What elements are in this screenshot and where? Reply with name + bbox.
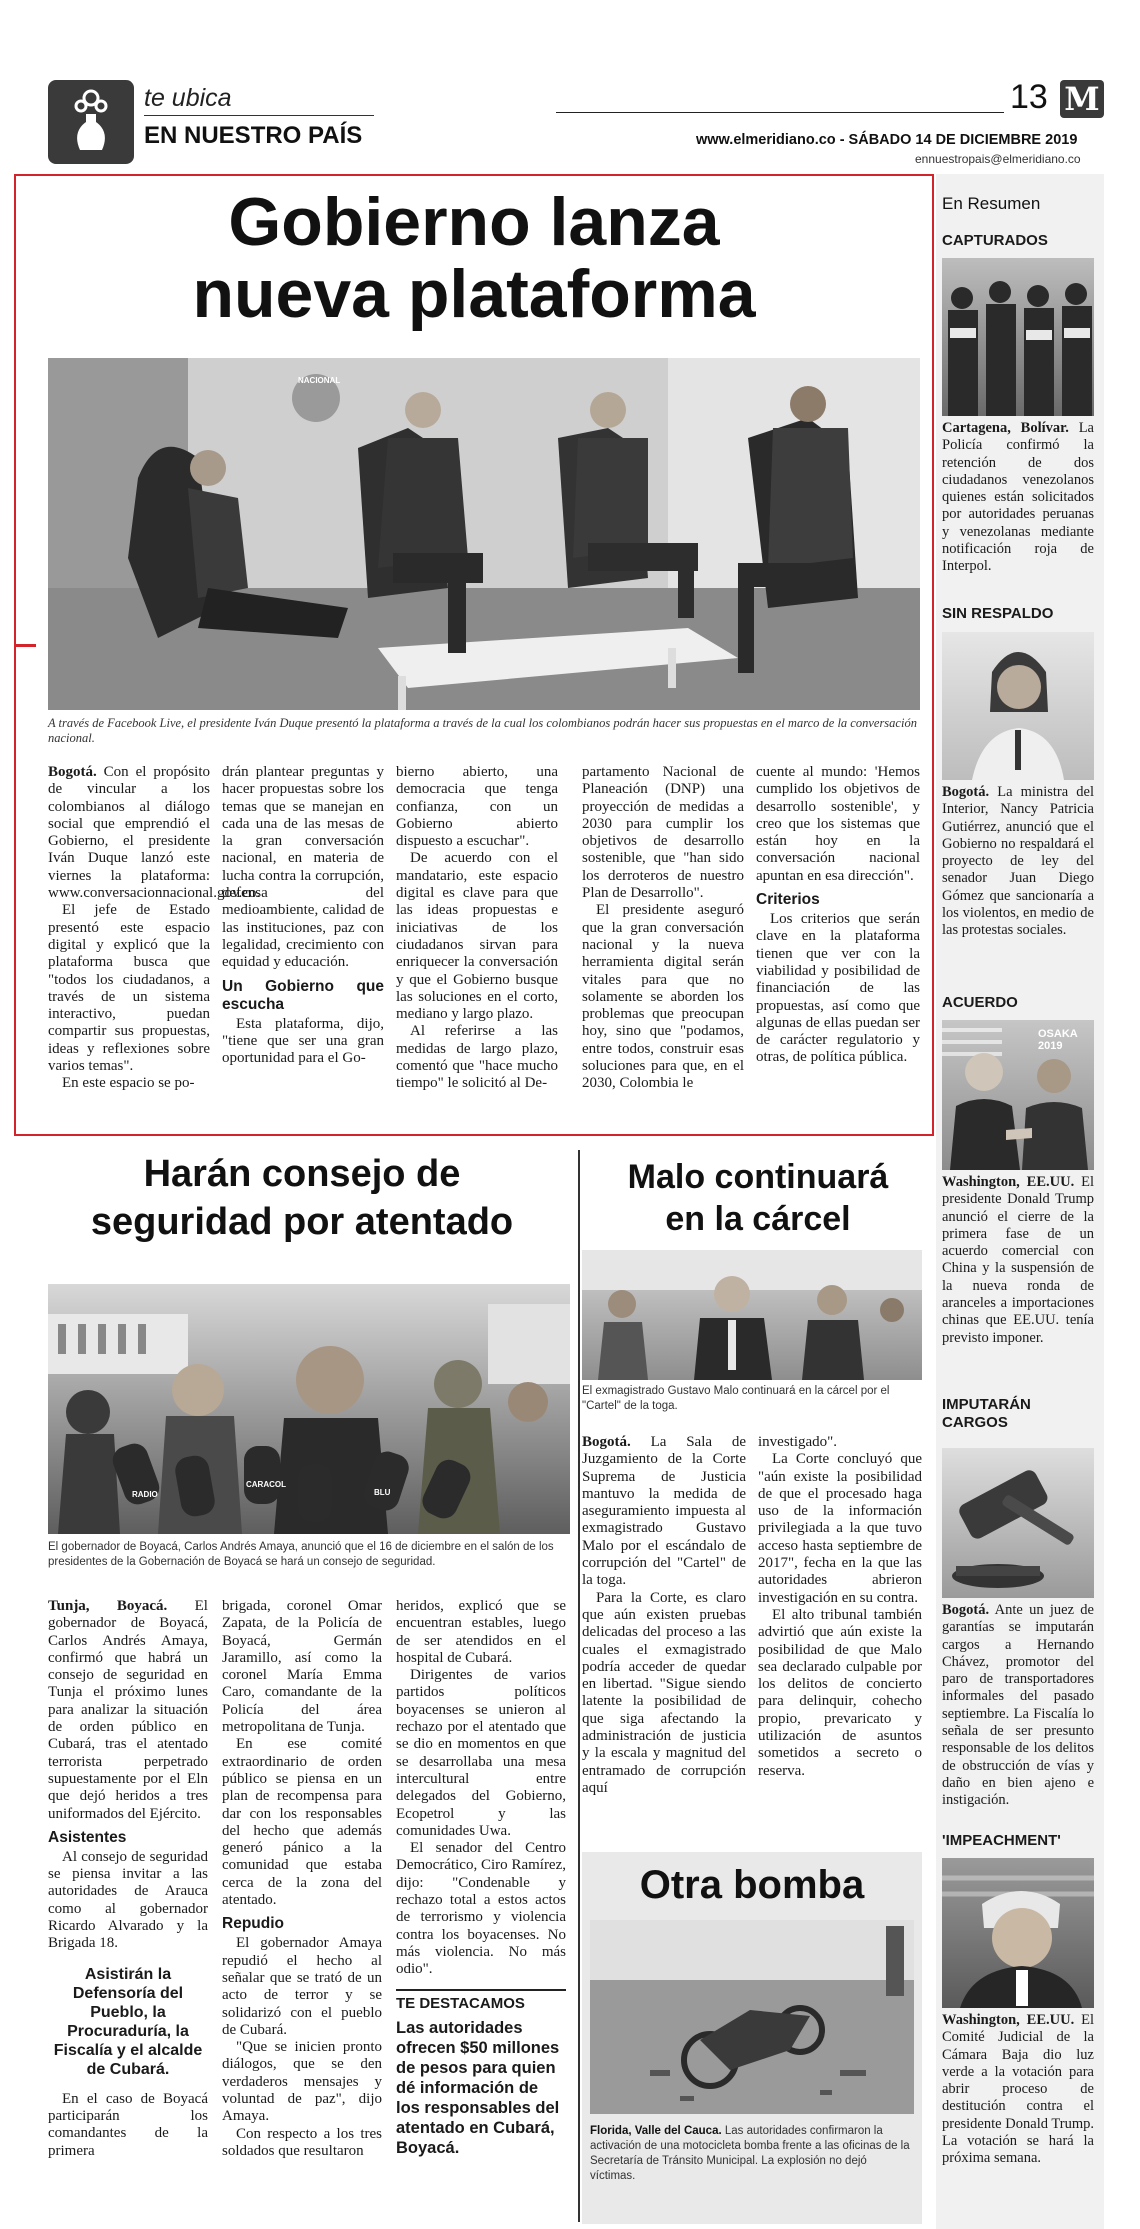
malo-headline-line1: Malo continuará <box>627 1158 889 1196</box>
sidebar-text-1: Cartagena, Bolívar. La Policía confirmó la retención de dos ciudadanos venezolanos quienes están solicitados por autoridades peruanas y venezolanas mediante notificación roja de Interpol. <box>942 420 1094 575</box>
highlight-head: TE DESTACAMOS <box>396 1994 525 2012</box>
lead-col1-p1: Con el propósito de vincular a los colombianos al diálogo social que emprendió el Gobierno, el presidente Iván Duque lanzó este viernes la plataforma: www.conversacionnacional.gov.co. <box>48 764 261 902</box>
malo-dateline: Bogotá. <box>582 1434 631 1450</box>
section-logo-box <box>48 80 134 164</box>
frame-tick <box>14 644 36 647</box>
lead-headline <box>20 186 928 330</box>
security-col3-p1: heridos, explicó que se encuentran estables, luego de ser atendidos en el hospital de Cubará. <box>396 1598 566 1666</box>
sidebar-text-3: Washington, EE.UU. El presidente Donald Trump anunció el cierre de la primera fase de un acuerdo comercial con China y la suspensión de la nueva ronda de aranceles a importaciones chinas que EE.UU. tenía previsto imponer. <box>942 1174 1094 1346</box>
sidebar-head-1: CAPTURADOS <box>942 232 1048 249</box>
column-divider <box>578 1150 580 2222</box>
lead-subhead-1: Un Gobierno que escucha <box>222 977 384 1013</box>
lead-subhead-2: Criterios <box>756 891 820 909</box>
malo-col2-p2: La Corte concluyó que "aún existe la posibilidad de que el procesado haga uso de la información privilegiada a la que tuvo acceso hasta septiembre de 2017", fecha en la que las autoridades abrieron investigación en su contra. <box>758 1451 922 1606</box>
security-col1-p3: En el caso de Boyacá participarán los comandantes de la primera <box>48 2090 208 2159</box>
lead-col-2 <box>222 764 384 1067</box>
gavel-icon <box>942 1448 1094 1598</box>
malo-caption: El exmagistrado Gustavo Malo continuará en la cárcel por el "Cartel" de la toga. <box>582 1385 890 1412</box>
security-dateline: Tunja, Boyacá. <box>48 1598 168 1614</box>
bomba-headline: Otra bomba <box>639 1863 865 1907</box>
security-col1-p1: El gobernador de Boyacá, Carlos Andrés Amaya, confirmó que habrá un consejo de seguridad en Tunja el próximo lunes para analizar la situación de orden público en Cubará, tras el atentado terrorista perpetrado supuestamente por el Eln que dejó heridos a tres uniformados del Ejército. <box>48 1598 208 1822</box>
lead-col3-p2: De acuerdo con el mandatario, este espacio digital es clave para que las ideas propuestas e iniciativas de los ciudadanos sirvan para enriquecer la conversación y que el Gobierno busque las soluciones en el corto, mediano y largo plazo. <box>396 850 558 1023</box>
sidebar-head-5: 'IMPEACHMENT' <box>942 1832 1061 1849</box>
bomba-caption-text: Las autoridades confirmaron la activación de una motocicleta bomba frente a las oficinas de la Secretaría de Tránsito Municipal. La explosión no dejó víctimas. <box>590 2125 910 2182</box>
malo-photo <box>582 1250 922 1380</box>
malo-col2-p1: investigado". <box>758 1434 838 1450</box>
security-col2-p4: "Que se inicien pronto diálogos, que se den verdaderos mensajes y voluntad de paz", dijo Amaya. <box>222 2039 382 2125</box>
malo-headline <box>586 1156 930 1240</box>
lead-caption: A través de Facebook Live, el presidente Iván Duque presentó la plataforma a través de la cual los colombianos podrán hacer sus propuestas en el marco de la conversación nacional. <box>48 716 917 745</box>
security-col3-p2: Dirigentes de varios partidos políticos boyacenses se unieron al rechazo por el atentado que se dio en momentos en que se desarrollaba una mesa intercultural entre delegados del Gobierno, Ecopetrol y las comunidades Uwa. <box>396 1667 566 1839</box>
lead-photo <box>48 358 920 710</box>
mic-label-3: BLU <box>374 1488 391 1497</box>
section-email: ennuestropais@elmeridiano.co <box>915 152 1081 166</box>
tagline-rule <box>144 115 374 116</box>
sidebar-head-2: SIN RESPALDO <box>942 605 1054 622</box>
malo-photo-scene <box>582 1250 922 1380</box>
lead-col3-p1: bierno abierto, una democracia que tenga confianza, con un Gobierno abierto dispuesto a escuchar". <box>396 764 558 850</box>
highlight-rule <box>396 1989 566 1991</box>
sidebar-dateline-4: Bogotá. <box>942 1602 990 1618</box>
sidebar-photo-5 <box>942 1858 1094 2008</box>
lead-col-4 <box>582 764 744 1093</box>
lead-headline-line2: nueva plataforma <box>192 256 756 332</box>
security-col2-p5: Con respecto a los tres soldados que resultaron <box>222 2125 382 2159</box>
sidebar-photo-5-scene <box>942 1858 1094 2008</box>
site-and-date: www.elmeridiano.co - SÁBADO 14 DE DICIEMBRE 2019 <box>696 132 1078 148</box>
sidebar-text-5: Washington, EE.UU. El Comité Judicial de la Cámara Baja dio luz verde a la votación para abrir proceso de destitución contra el presidente Donald Trump. La votación se hará la próxima semana. <box>942 2012 1094 2167</box>
sidebar-head-3: ACUERDO <box>942 994 1018 1011</box>
page-number: 13 <box>1010 78 1048 116</box>
security-photo <box>48 1284 570 1534</box>
lead-col-3 <box>396 764 558 1093</box>
header-rule <box>556 112 1004 113</box>
section-name: EN NUESTRO PAÍS <box>144 122 363 149</box>
sidebar-photo-1 <box>942 258 1094 416</box>
security-subhead-1: Asistentes <box>48 1828 127 1846</box>
malo-headline-line2: en la cárcel <box>665 1200 851 1238</box>
security-caption: El gobernador de Boyacá, Carlos Andrés Amaya, anunció que el 16 de diciembre en el salón de los presidentes de la Gobernación de Boyacá se hará un consejo de seguridad. <box>48 1541 554 1568</box>
lead-col2-p2: Esta plataforma, dijo, "tiene que ser una gran oportunidad para el Go- <box>222 1015 384 1067</box>
security-pullquote: Asistirán la Defensoría del Pueblo, la Procuraduría, la Fiscalía y el alcalde de Cubará. <box>53 1965 203 2078</box>
lead-col3-p3: Al referirse a las medidas de largo plazo, comentó que "hace mucho tiempo" le solicitó al De- <box>396 1023 558 1092</box>
sidebar-dateline-5: Washington, EE.UU. <box>942 2012 1075 2028</box>
sidebar-dateline-1: Cartagena, Bolívar. <box>942 420 1069 436</box>
bomba-dateline: Florida, Valle del Cauca. <box>590 2125 722 2137</box>
lead-col4-p2: El presidente aseguró que la gran conversación nacional y la nueva herramienta digital serán vitales para que no solamente se aborden los problemas que preocupan hoy, sino que "podamos, entre todos, construir esas soluciones para que, en el 2030, Colombia le <box>582 902 744 1092</box>
mic-label-2: CARACOL <box>246 1480 286 1489</box>
photo-sign: NACIONAL <box>298 376 341 385</box>
highlight-text: Las autoridades ofrecen $50 millones de pesos para quien dé información de los responsables del atentado en Cubará, Boyacá. <box>396 2018 560 2157</box>
sidebar-photo-4 <box>942 1448 1094 1598</box>
sidebar-photo-1-scene <box>942 258 1094 416</box>
sidebar-dateline-2: Bogotá. <box>942 784 990 800</box>
malo-col2-p3: El alto tribunal también advirtió que aún existe la posibilidad de que Malo sea declarado culpable por los delitos de concierto para delinquir, cohecho propio, prevaricato y utilización de asuntos sometidos a secreto o reserva. <box>758 1606 922 1779</box>
security-col2-p2: En ese comité extraordinario de orden público se piensa en un plan de recompensa para dar con los responsables del hecho que además generó pánico a la comunidad que estaba cerca de la zona del atentado. <box>222 1736 382 1909</box>
lead-col1-p2: El jefe de Estado presentó este espacio digital y explicó que la plataforma busca que "todos los ciudadanos, a través de un sistema interactivo, puedan compartir sus propuestas, ideas y reflexiones sobre varios temas". <box>48 902 210 1075</box>
security-subhead-2: Repudio <box>222 1915 284 1933</box>
sidebar-text-2: Bogotá. La ministra del Interior, Nancy Patricia Gutiérrez, anunció que el Gobierno no respaldará el proyecto de ley del senador Juan Diego Gómez que sancionaría a los violentos, en medio de las protestas sociales. <box>942 784 1094 939</box>
security-photo-scene <box>48 1284 570 1534</box>
security-headline-line2: seguridad por atentado <box>90 1201 514 1243</box>
lead-headline-line1: Gobierno lanza <box>228 184 720 260</box>
lead-dateline: Bogotá. <box>48 764 97 780</box>
malo-col-2 <box>758 1434 922 1780</box>
sidebar-photo-2-scene <box>942 632 1094 780</box>
lead-col1-p3: En este espacio se po- <box>62 1075 195 1092</box>
section-tagline: te ubica <box>144 84 232 112</box>
malo-col-1 <box>582 1434 746 1797</box>
lead-col4-p1: partamento Nacional de Planeación (DNP) una proyección de medidas a 2030 para cumplir los objetivos de desarrollo sostenible, que "han sido los derroteros de nuestro Plan de Desarrollo". <box>582 764 744 902</box>
security-col-3 <box>396 1598 566 2158</box>
lead-col5-p2: Los criterios que serán clave en la plataforma tienen que ver con la viabilidad y posibilidad de financiación de las propuestas, así como que algunas de ellas puedan ser de carácter regulatorio y otras, de política pública. <box>756 911 920 1066</box>
security-col-1 <box>48 1598 208 2160</box>
sidebar-photo-3-text: OSAKA 2019 <box>1038 1028 1078 1052</box>
security-headline <box>34 1150 570 1246</box>
security-headline-line1: Harán consejo de <box>143 1153 461 1195</box>
bomba-caption <box>590 2124 914 2184</box>
sidebar-text-4: Bogotá. Ante un juez de garantías se imputarán cargos a Hernando Chávez, promotor del paro de transportadores informales del pasado septiembre. La Fiscalía lo señala de ser presunto responsable de los delitos de obstrucción de vías y daño en bien ajeno e instigación. <box>942 1602 1094 1809</box>
security-col2-p1: brigada, coronel Omar Zapata, de la Policía de Boyacá, Germán Jaramillo, así como la coronel María Emma Caro, comandante de la Policía del área metropolitana de Tunja. <box>222 1598 382 1736</box>
lead-col-5 <box>756 764 920 1067</box>
security-col1-p2: Al consejo de seguridad se piensa invitar a las autoridades de Arauca como al gobernador Ricardo Alvarado y la Brigada 18. <box>48 1848 208 1952</box>
sidebar-photo-3 <box>942 1020 1094 1170</box>
security-col3-p3: El senador del Centro Democrático, Ciro Ramírez, dijo: "Condenable y rechazo total a estos actos de terrorismo y violencia contra los boyacenses. No más violencia. No más odio". <box>396 1840 566 1978</box>
sidebar-header: En Resumen <box>942 194 1041 213</box>
sidebar-head-4: IMPUTARÁN CARGOS <box>942 1396 1031 1431</box>
mic-label-1: RADIO <box>132 1490 158 1499</box>
bomba-photo-scene <box>590 1920 914 2114</box>
security-col-2 <box>222 1598 382 2160</box>
security-col2-p3: El gobernador Amaya repudió el hecho al señalar que se trató de un acto de terror y se solidarizó con el pueblo de Cubará. <box>222 1935 382 2038</box>
lead-photo-scene <box>48 358 920 710</box>
lead-col-1 <box>48 764 261 1093</box>
bomba-photo <box>590 1920 914 2114</box>
newspaper-logo: M <box>1060 80 1104 118</box>
lead-col2-p1: drán plantear preguntas y hacer propuestas sobre los temas que se manejan en cada una de las mesas de la gran conversación nacional, en materia de lucha contra la corrupción, defensa del medioambiente, calidad de las instituciones, paz con legalidad, crecimiento con equidad y educación. <box>222 764 384 971</box>
vase-icon <box>48 80 134 164</box>
sidebar-dateline-3: Washington, EE.UU. <box>942 1174 1075 1190</box>
malo-col1-p1: La Sala de Juzgamiento de la Corte Suprema de Justicia mantuvo la medida de aseguramiento impuesta al exmagistrado Gustavo Malo por el escándalo de corrupción del "Cartel" de la toga. <box>582 1434 746 1589</box>
lead-col5-p1: cuente al mundo: 'Hemos cumplido los objetivos de desarrollo sostenible', y creo que los sistemas que están hoy en la conversación nacional apuntan en esa dirección". <box>756 764 920 884</box>
malo-col1-p2: Para la Corte, es claro que aún existen pruebas delicadas del proceso a las cuales el exmagistrado podría acceder de quedar en libertad. "Sigue siendo latente la posibilidad de que siga afectando la administración de justicia y la escala y magnitud del entramado de corrupción aquí <box>582 1589 746 1796</box>
sidebar-photo-2 <box>942 632 1094 780</box>
